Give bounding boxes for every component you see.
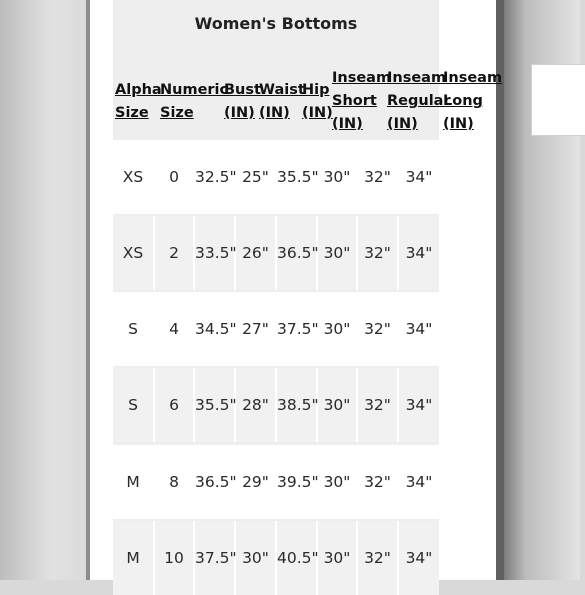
cell-bust: 35.5"	[195, 368, 236, 442]
header-alpha-size[interactable]: Alpha Size	[115, 82, 162, 121]
cell-hip: 36.5"	[277, 216, 318, 290]
table-row	[113, 368, 439, 442]
header-inseam-short[interactable]: Inseam Short (IN)	[332, 70, 392, 132]
header-hip[interactable]: Hip (IN)	[302, 82, 333, 121]
cell-hip: 40.5"	[277, 521, 318, 595]
cell-inseam-short: 30"	[318, 292, 358, 366]
cell-numeric-size: 2	[155, 216, 195, 290]
header-waist[interactable]: Waist (IN)	[259, 82, 305, 121]
cell-inseam-short: 30"	[318, 140, 358, 214]
cell-inseam-long: 34"	[405, 396, 433, 414]
cell-inseam-short: 30"	[318, 445, 358, 519]
cell-numeric-size: 0	[155, 140, 195, 214]
cell-bust: 33.5"	[195, 216, 236, 290]
cell-inseam-short: 30"	[318, 521, 358, 595]
cell-inseam-regular: 32"	[358, 445, 399, 519]
cell-hip: 35.5"	[277, 140, 318, 214]
cell-alpha-size: S	[113, 368, 155, 442]
cell-inseam-long: 34"	[405, 549, 433, 567]
cell-waist: 28"	[236, 368, 277, 442]
cell-bust: 34.5"	[195, 292, 236, 366]
table-row	[113, 216, 439, 290]
cell-waist: 30"	[236, 521, 277, 595]
cell-alpha-size: M	[113, 445, 155, 519]
header-numeric-size[interactable]: Numeric Size	[160, 82, 229, 121]
header-inseam-long[interactable]: Inseam Long (IN)	[443, 70, 503, 132]
header-bust[interactable]: Bust (IN)	[224, 82, 261, 121]
cell-alpha-size: XS	[113, 140, 155, 214]
cell-inseam-regular: 32"	[358, 368, 399, 442]
cell-inseam-short: 30"	[318, 216, 358, 290]
cell-hip: 38.5"	[277, 368, 318, 442]
cell-numeric-size: 8	[155, 445, 195, 519]
cell-inseam-regular: 32"	[358, 292, 399, 366]
cell-waist: 25"	[236, 140, 277, 214]
cell-inseam-long: 34"	[405, 473, 433, 491]
phone-screen	[90, 0, 503, 580]
table-row	[113, 292, 439, 366]
cell-inseam-regular: 32"	[358, 216, 399, 290]
cell-inseam-long: 34"	[405, 320, 433, 338]
cell-numeric-size: 6	[155, 368, 195, 442]
cell-alpha-size: XS	[113, 216, 155, 290]
cell-waist: 26"	[236, 216, 277, 290]
cell-bust: 37.5"	[195, 521, 236, 595]
header-inseam-regular[interactable]: Inseam Regular (IN)	[387, 70, 451, 132]
cell-numeric-size: 4	[155, 292, 195, 366]
cell-inseam-long: 34"	[405, 168, 433, 186]
cell-alpha-size: S	[113, 292, 155, 366]
background-left	[0, 0, 88, 580]
cell-inseam-regular: 32"	[358, 140, 399, 214]
cell-bust: 32.5"	[195, 140, 236, 214]
table-row	[113, 445, 439, 519]
cell-bust: 36.5"	[195, 445, 236, 519]
cell-waist: 27"	[236, 292, 277, 366]
cell-inseam-regular: 32"	[358, 521, 399, 595]
table-row	[113, 140, 439, 214]
cell-numeric-size: 10	[155, 521, 195, 595]
cell-inseam-short: 30"	[318, 368, 358, 442]
page-title: Women's Bottoms	[194, 14, 358, 33]
cell-hip: 39.5"	[277, 445, 318, 519]
header-highlight-box	[531, 64, 585, 136]
cell-waist: 29"	[236, 445, 277, 519]
cell-inseam-long: 34"	[405, 244, 433, 262]
cell-alpha-size: M	[113, 521, 155, 595]
cell-hip: 37.5"	[277, 292, 318, 366]
table-row	[113, 521, 439, 595]
